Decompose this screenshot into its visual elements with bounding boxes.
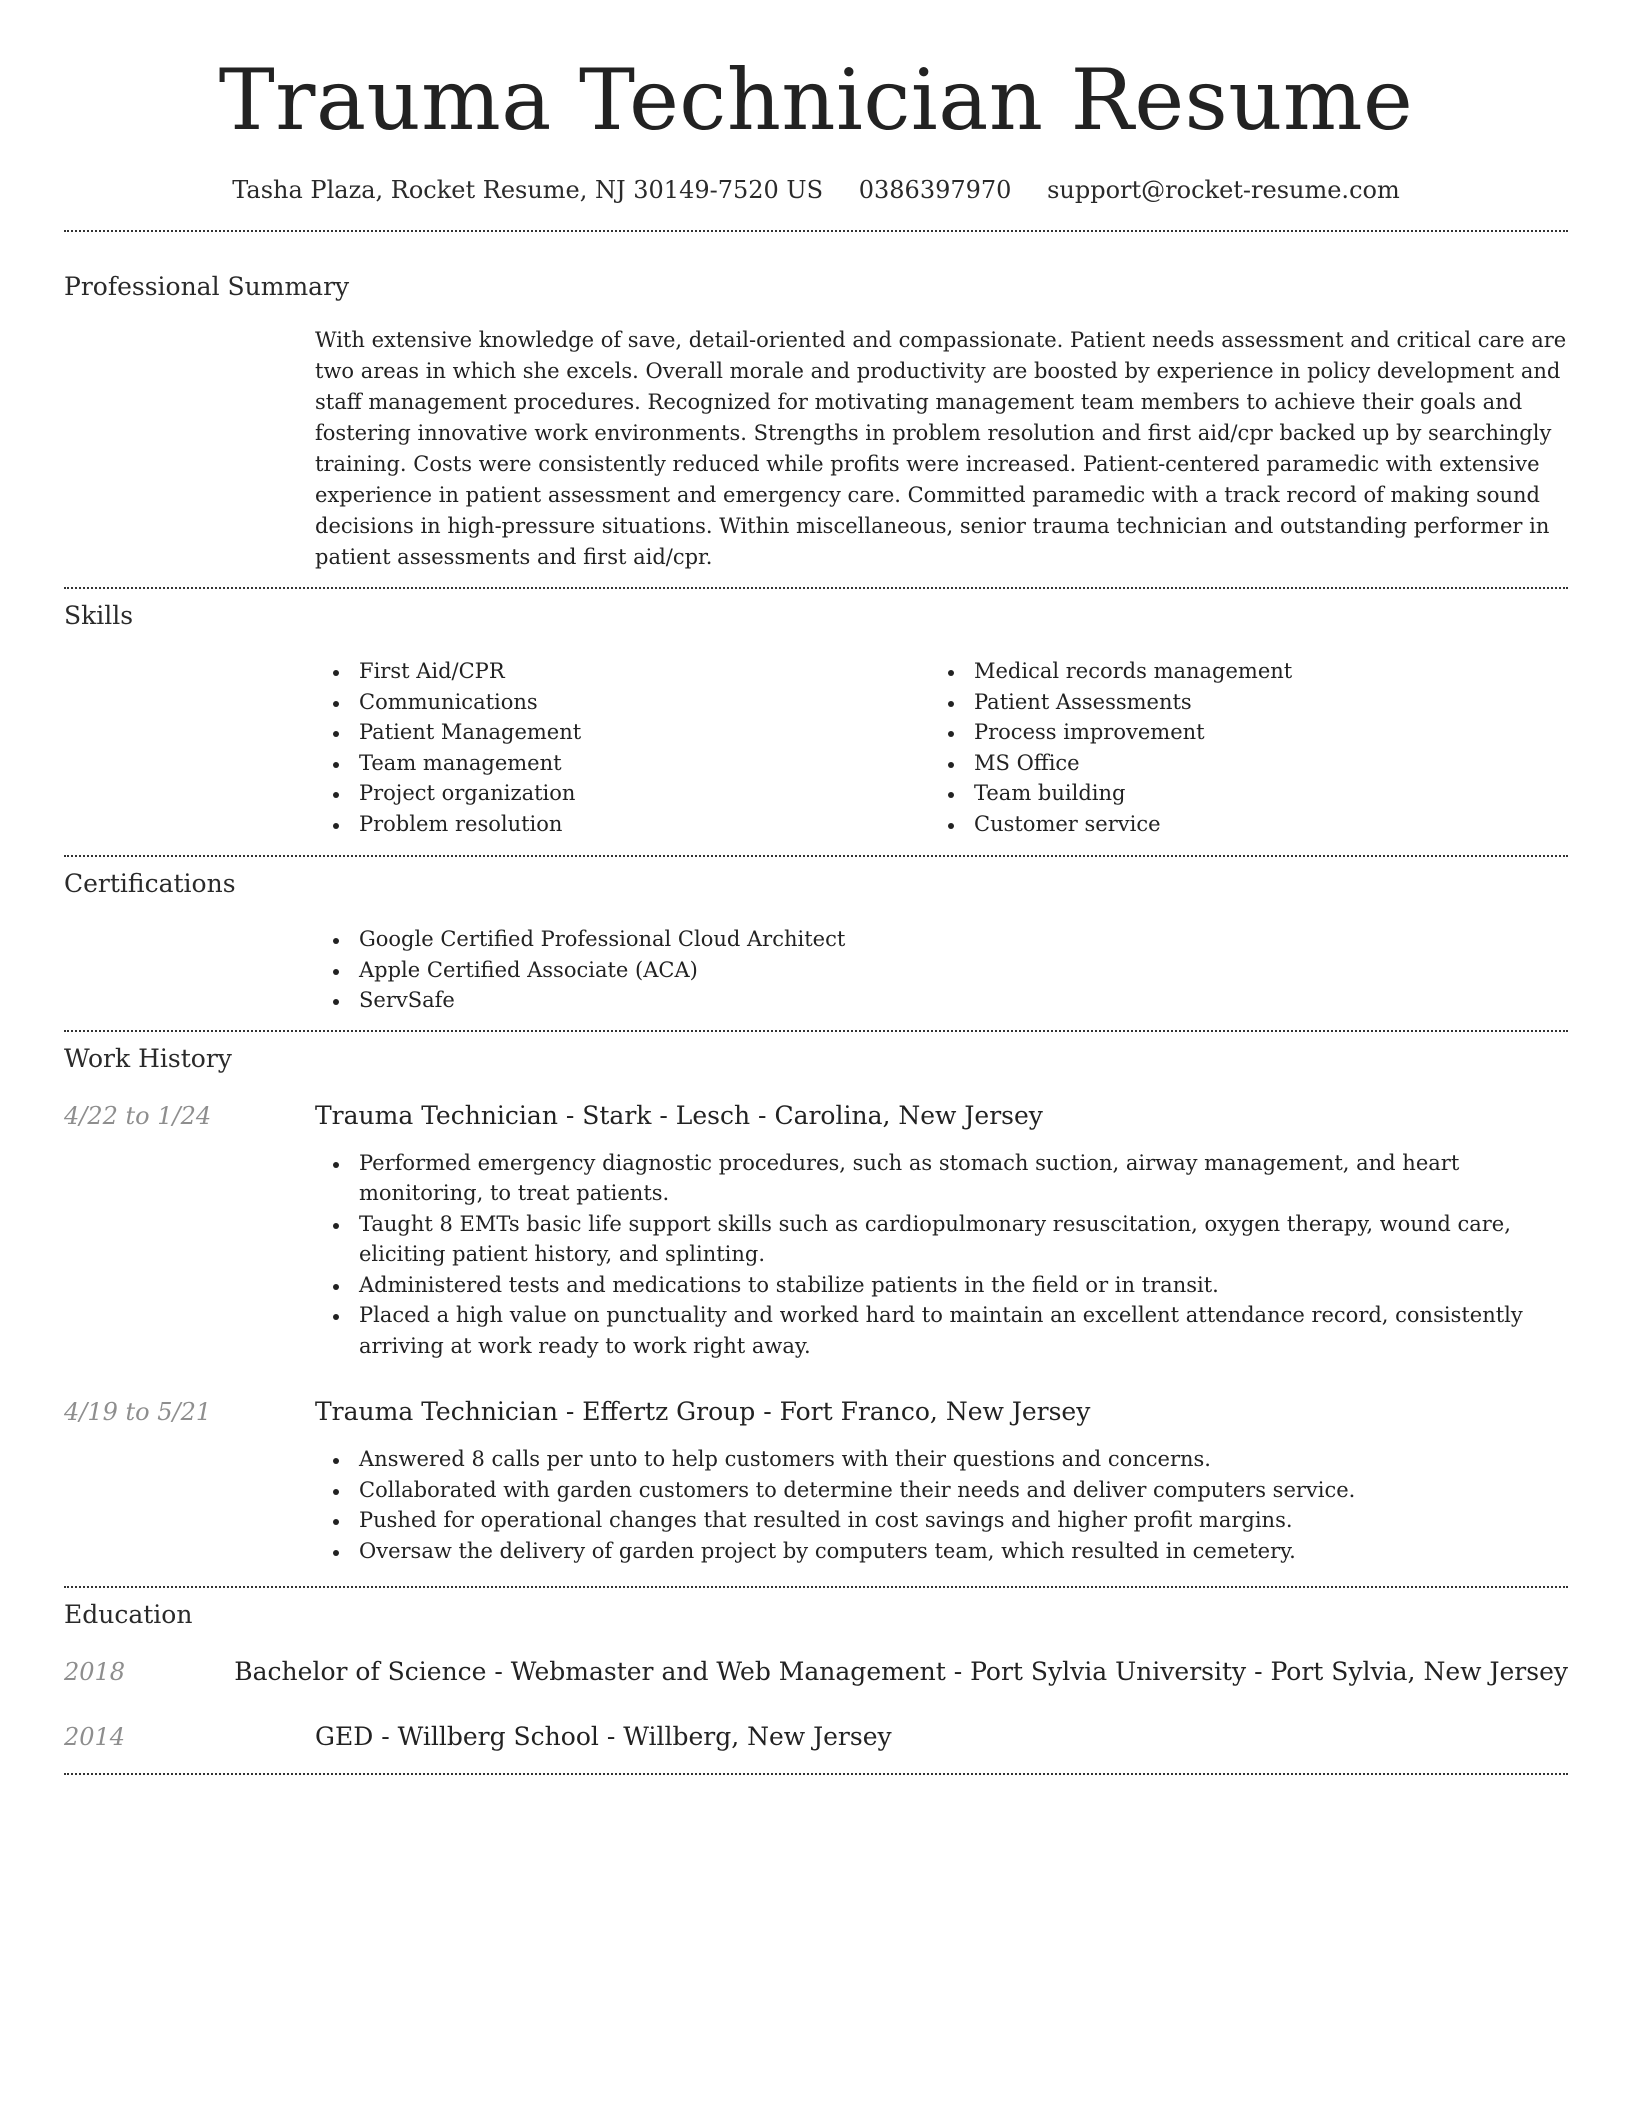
divider: [64, 230, 1568, 232]
certification-item: ServSafe: [315, 985, 1568, 1016]
section-title-work-history: Work History: [64, 1043, 232, 1073]
section-title-skills: Skills: [64, 601, 134, 630]
skill-item: MS Office: [930, 748, 1545, 779]
certification-item: Google Certified Professional Cloud Architect: [315, 924, 1568, 955]
job-bullet: Placed a high value on punctuality and worked hard to maintain an excellent attendance record, consistently arriving at work ready to work right away.: [315, 1300, 1568, 1361]
section-title-summary: Professional Summary: [64, 272, 350, 301]
job-bullets: [315, 1148, 1568, 1362]
job-heading: Trauma Technician - Effertz Group - Fort Franco, New Jersey: [315, 1397, 1091, 1426]
certifications-list: [315, 924, 1568, 1016]
job-entry: [64, 1397, 1568, 1426]
education-year: 2014: [64, 1723, 126, 1751]
contact-email: support@rocket-resume.com: [1047, 176, 1400, 204]
job-heading: Trauma Technician - Stark - Lesch - Carolina, New Jersey: [315, 1100, 1043, 1130]
skill-item: Communications: [315, 687, 930, 718]
contact-phone: 0386397970: [858, 176, 1012, 204]
certification-item: Apple Certified Associate (ACA): [315, 955, 1568, 986]
job-bullets: [315, 1444, 1568, 1566]
skill-item: Team building: [930, 778, 1545, 809]
divider: [64, 855, 1568, 857]
skill-item: Team management: [315, 748, 930, 779]
job-bullet: Oversaw the delivery of garden project by computers team, which resulted in cemetery.: [315, 1536, 1568, 1567]
education-year: 2018: [64, 1658, 126, 1686]
section-title-education: Education: [64, 1600, 193, 1629]
skill-item: Project organization: [315, 778, 930, 809]
resume-page: [64, 0, 1568, 1775]
education-entry: [64, 1657, 1568, 1686]
education-entry: [64, 1722, 1568, 1751]
skill-item: Patient Assessments: [930, 687, 1545, 718]
contact-line: [64, 176, 1568, 204]
skills-column-right: [930, 656, 1545, 839]
job-bullet: Pushed for operational changes that resulted in cost savings and higher profit margins.: [315, 1505, 1568, 1536]
skills-column-left: [315, 656, 930, 839]
divider: [64, 1773, 1568, 1775]
job-bullet: Performed emergency diagnostic procedures, such as stomach suction, airway management, and heart monitoring, to treat patients.: [315, 1148, 1568, 1209]
skill-item: Medical records management: [930, 656, 1545, 687]
skill-item: Patient Management: [315, 717, 930, 748]
divider: [64, 1586, 1568, 1588]
job-bullet: Answered 8 calls per unto to help customers with their questions and concerns.: [315, 1444, 1568, 1475]
skills-list: [315, 656, 1568, 839]
skill-item: Problem resolution: [315, 809, 930, 840]
divider: [64, 1030, 1568, 1032]
job-entry: [64, 1101, 1568, 1130]
skill-item: First Aid/CPR: [315, 656, 930, 687]
job-bullet: Taught 8 EMTs basic life support skills such as cardiopulmonary resuscitation, oxygen therapy, wound care, eliciting patient history, and splinting.: [315, 1209, 1568, 1270]
section-title-certifications: Certifications: [64, 869, 236, 898]
resume-title: Trauma Technician Resume: [218, 51, 1414, 149]
skill-item: Process improvement: [930, 717, 1545, 748]
divider: [64, 587, 1568, 589]
education-heading: GED - Willberg School - Willberg, New Jersey: [315, 1722, 892, 1751]
job-dates: 4/22 to 1/24: [64, 1101, 212, 1130]
skill-item: Customer service: [930, 809, 1545, 840]
job-dates: 4/19 to 5/21: [64, 1398, 212, 1426]
summary-text: With extensive knowledge of save, detail-oriented and compassionate. Patient needs assessment and critical care are two areas in which she excels. Overall morale and productivity are boosted by experience in policy development and staff management procedures. Recognized for motivating management team members to achieve their goals and fostering innovative work environments. Strengths in problem resolution and first aid/cpr backed up by searchingly training. Costs were consistently reduced while profits were increased. Patient-centered paramedic with extensive experience in patient assessment and emergency care. Committed paramedic with a track record of making sound decisions in high-pressure situations. Within miscellaneous, senior trauma technician and outstanding performer in patient assessments and first aid/cpr.: [315, 328, 1567, 569]
education-heading: Bachelor of Science - Webmaster and Web Management - Port Sylvia University - Port Sylvia, New Jersey: [234, 1657, 1568, 1686]
job-bullet: Administered tests and medications to stabilize patients in the field or in transit.: [315, 1270, 1568, 1301]
contact-address: Tasha Plaza, Rocket Resume, NJ 30149-7520 US: [232, 176, 824, 204]
job-bullet: Collaborated with garden customers to determine their needs and deliver computers service.: [315, 1475, 1568, 1506]
